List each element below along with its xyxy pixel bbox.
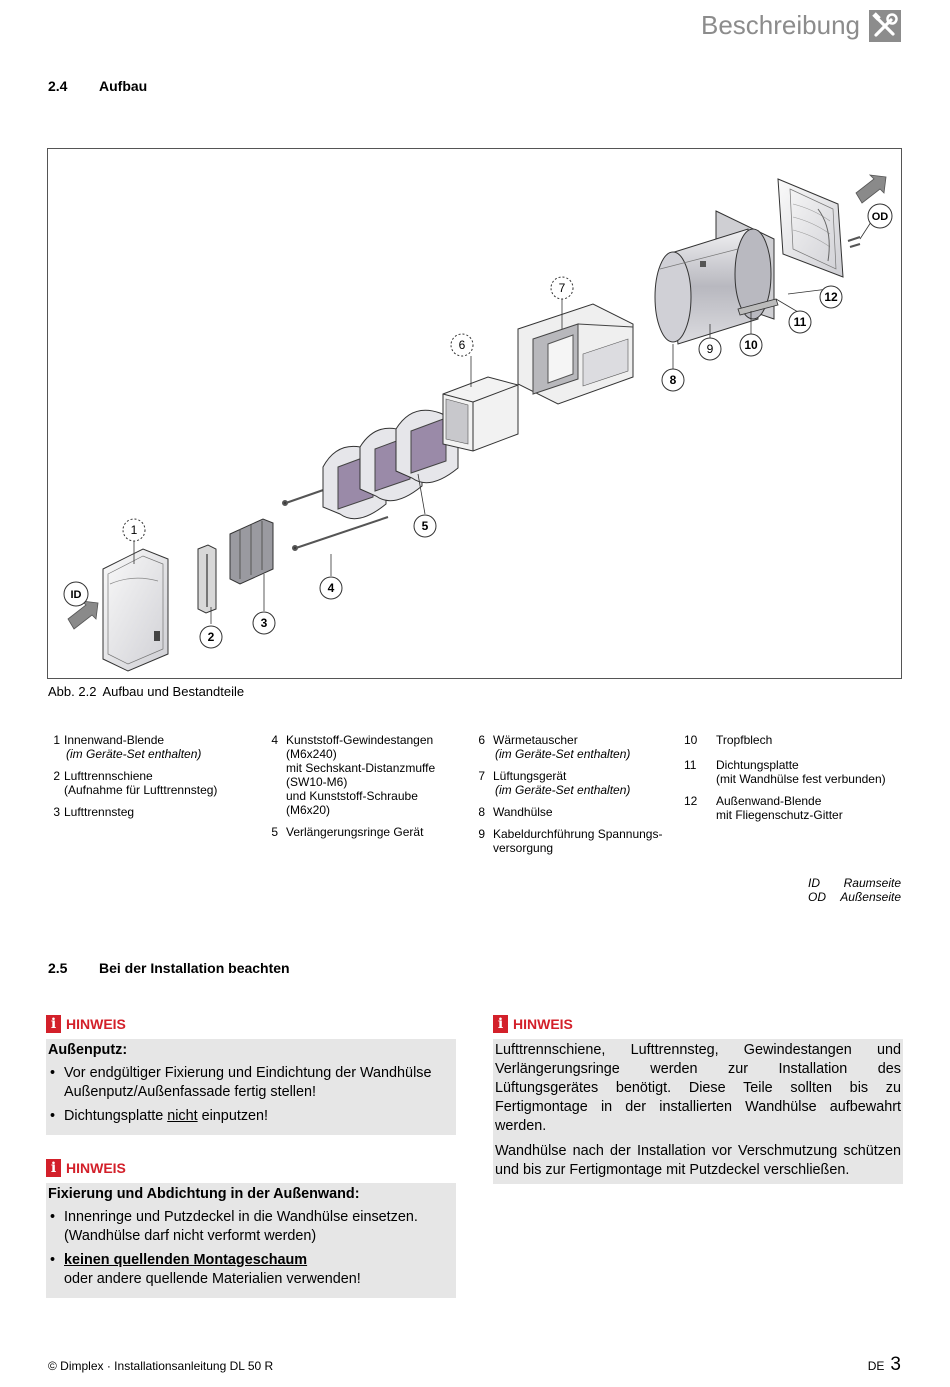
legend-item <box>473 733 678 761</box>
legend-item <box>48 769 258 797</box>
legend-item <box>684 758 904 786</box>
heat-exchanger-drawing <box>443 377 518 451</box>
note-bullet-text: Dichtungsplatte <box>64 1108 168 1124</box>
page-number: 3 <box>890 1354 901 1375</box>
callout-5-label: 5 <box>421 519 429 533</box>
footer-copyright: © Dimplex · Installationsanleitung DL 50 R <box>48 1359 274 1373</box>
legend-column-1 <box>48 733 258 827</box>
legend-item <box>473 769 678 797</box>
legend-text: Tropfblech <box>716 733 773 747</box>
legend-item <box>473 827 678 855</box>
legend-item <box>684 733 904 747</box>
note-title: Fixierung und Abdichtung in der Außenwand: <box>48 1186 360 1202</box>
legend-text: Lufttrennsteg <box>64 805 135 819</box>
note-header <box>46 1015 456 1033</box>
section-heading-installation <box>48 960 290 976</box>
note-label: HINWEIS <box>66 1016 126 1032</box>
note-body <box>46 1039 456 1135</box>
ventilation-unit-drawing <box>518 304 633 404</box>
note-bullet-emphasis: nicht <box>167 1108 198 1124</box>
callout-1-label: 1 <box>130 523 138 537</box>
callout-10-label: 10 <box>744 338 758 352</box>
legend-number: 5 <box>271 825 278 839</box>
abbreviation-row <box>808 890 901 904</box>
note-bullet-text: oder andere quellende Materialien verwenden! <box>64 1271 361 1287</box>
legend-text: Lüftungsgerät <box>493 769 567 783</box>
abbreviation-key: OD <box>808 890 826 904</box>
legend-text: Lufttrennschiene (Aufnahme für Lufttrennsteg) <box>64 769 218 797</box>
note-bullet <box>48 1107 454 1126</box>
note-body <box>493 1039 903 1184</box>
note-bullet-text: einputzen! <box>197 1108 269 1124</box>
legend-item <box>473 805 678 819</box>
legend-number: 2 <box>53 769 60 783</box>
callout-4-label: 4 <box>327 581 335 595</box>
callout-6-label: 6 <box>458 338 466 352</box>
note-box-aussenputz <box>46 1015 456 1135</box>
legend-number: 8 <box>478 805 485 819</box>
callout-8-label: 8 <box>669 373 677 387</box>
footer-language: DE <box>867 1359 885 1373</box>
callout-2-label: 2 <box>207 630 215 644</box>
legend-column-3 <box>473 733 678 863</box>
legend-text: Wärmetauscher <box>493 733 578 747</box>
footer-page-info <box>868 1354 901 1376</box>
legend-number: 4 <box>271 733 278 747</box>
abbreviation-row <box>808 876 901 890</box>
callout-12-label: 12 <box>824 290 838 304</box>
inner-wall-cover-drawing <box>103 549 168 671</box>
abbreviation-key: ID <box>808 876 820 890</box>
legend-number: 1 <box>53 733 60 747</box>
header-title: Beschreibung <box>701 10 860 40</box>
note-bullet <box>48 1251 454 1289</box>
callout-9-label: 9 <box>706 342 714 356</box>
legend-subtext: (im Geräte-Set enthalten) <box>495 783 631 797</box>
legend-item <box>48 733 258 761</box>
note-header <box>493 1015 903 1033</box>
legend-text: Wandhülse <box>493 805 553 819</box>
abbreviation-value: Raumseite <box>843 876 901 890</box>
legend-text: Außenwand-Blende mit Fliegenschutz-Gitter <box>716 794 843 822</box>
note-title: Außenputz: <box>48 1042 128 1058</box>
outer-wall-cover-drawing <box>778 179 860 277</box>
note-bullet: • Vor endgültiger Fixierung und Eindichtung der Wandhülse Außenputz/Außenfassade fertig stellen! <box>48 1064 454 1102</box>
legend-text: Verlängerungsringe Gerät <box>286 825 424 839</box>
legend-subtext: (im Geräte-Set enthalten) <box>66 747 202 761</box>
legend-number: 6 <box>478 733 485 747</box>
section-heading-aufbau <box>48 78 147 94</box>
legend-item <box>48 805 258 819</box>
section-title: Bei der Installation beachten <box>99 960 290 976</box>
callout-3-label: 3 <box>260 616 268 630</box>
legend-number: 9 <box>478 827 485 841</box>
figure-caption-text: Aufbau und Bestandteile <box>102 684 245 699</box>
note-label: HINWEIS <box>513 1016 573 1032</box>
legend-subtext: (im Geräte-Set enthalten) <box>495 747 631 761</box>
section-title: Aufbau <box>99 78 148 94</box>
note-body <box>46 1183 456 1298</box>
legend-number: 10 <box>684 733 698 747</box>
legend-text: Dichtungsplatte (mit Wandhülse fest verbunden) <box>716 758 886 786</box>
note-bullet: • Innenringe und Putzdeckel in die Wandhülse einsetzen. (Wandhülse darf nicht verformt werden) <box>48 1208 454 1246</box>
exploded-view-figure <box>47 148 902 679</box>
legend-item <box>266 825 466 839</box>
note-box-fixierung <box>46 1159 456 1298</box>
legend-number: 12 <box>684 794 698 808</box>
tools-icon <box>869 10 901 42</box>
figure-caption-number: Abb. 2.2 <box>48 684 97 699</box>
air-separation-rail-drawing <box>198 545 216 613</box>
abbreviation-value: Außenseite <box>840 890 901 904</box>
od-arrow-icon <box>856 175 886 203</box>
callout-id-label: ID <box>70 589 82 601</box>
callout-od-label: OD <box>871 211 889 223</box>
legend-item <box>684 794 904 822</box>
legend-number: 3 <box>53 805 60 819</box>
note-bullet-emphasis: keinen quellenden Montageschaum <box>64 1252 308 1268</box>
legend-number: 7 <box>478 769 485 783</box>
info-icon: i <box>46 1159 61 1177</box>
figure-caption <box>48 684 244 699</box>
note-paragraph: Wandhülse nach der Installation vor Verschmutzung schützen und bis zur Fertigmontage mit Putzdeckel verschließen. <box>495 1143 901 1178</box>
legend-number: 11 <box>684 758 697 772</box>
note-paragraph: Lufttrennschiene, Lufttrennsteg, Gewindestangen und Verlängerungsringe werden zur Installation des Lüftungsgerätes benötigt. Diese Teile sollten bis zu Fertigmontage in der installierten Wandhülse aufbewahrt werden. <box>495 1042 901 1134</box>
legend-text: Kabeldurchführung Spannungs- versorgung <box>493 827 663 855</box>
legend-text: Kunststoff-Gewindestangen (M6x240) mit Sechskant-Distanzmuffe (SW10-M6) und Kunststoff-Schraube (M6x20) <box>286 733 436 817</box>
abbreviation-legend <box>808 876 901 904</box>
section-number: 2.4 <box>48 78 68 94</box>
info-icon: i <box>46 1015 61 1033</box>
section-number: 2.5 <box>48 960 68 976</box>
air-separation-web-drawing <box>230 519 273 584</box>
info-icon: i <box>493 1015 508 1033</box>
legend-text: Innenwand-Blende <box>64 733 165 747</box>
wall-sleeve-drawing <box>655 211 778 344</box>
note-label: HINWEIS <box>66 1160 126 1176</box>
legend-item <box>266 733 466 817</box>
legend-column-4 <box>684 733 904 830</box>
note-box-lufttrennschiene <box>493 1015 903 1184</box>
extension-rings-drawing <box>323 410 458 518</box>
callout-7-label: 7 <box>558 281 566 295</box>
callout-11-label: 11 <box>793 315 807 329</box>
note-header <box>46 1159 456 1177</box>
legend-column-2 <box>266 733 466 847</box>
